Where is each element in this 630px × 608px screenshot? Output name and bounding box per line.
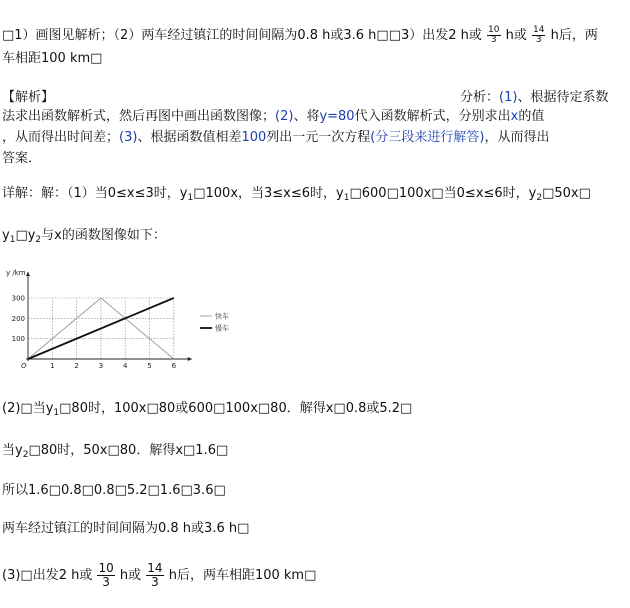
analysis-text: x: [510, 109, 519, 124]
y-axis-label: y /km: [6, 269, 26, 277]
subscript: 1: [9, 235, 16, 245]
analysis-text: 法求出函数解析式，然后再图中画出函数图像；: [2, 109, 276, 124]
subscript: 2: [536, 193, 543, 203]
solution-text: □80时，50x□80．解得x□1.6□: [28, 443, 229, 458]
analysis-text: 、将: [293, 109, 320, 124]
subscript: 1: [343, 193, 350, 203]
analysis-heading: 【解析】: [2, 90, 55, 105]
analysis-text: ，从而得出时间差；: [2, 130, 120, 145]
fraction-10-3: $\frac{10}{3}$: [488, 25, 500, 45]
analysis-line-3: [2, 129, 549, 147]
chart-legend: [200, 312, 229, 333]
fraction-10-3: $\frac{10}{3}$: [98, 561, 114, 589]
analysis-text: (2): [275, 109, 294, 124]
legend-label: 快车: [215, 312, 229, 321]
x-tick-label: 1: [50, 362, 55, 370]
x-tick-label: 5: [147, 362, 152, 370]
answer-line-1: [2, 26, 598, 45]
subscript: 2: [22, 450, 29, 460]
y-tick-label: 100: [11, 335, 25, 344]
answer-text: h或: [505, 28, 527, 43]
solution-text: □50x□: [542, 186, 591, 201]
analysis-text: 代入函数解析式，分别求出: [354, 109, 511, 124]
analysis-text: 100: [241, 130, 267, 145]
x-tick-label: 4: [122, 362, 128, 370]
solution-text: 当y: [2, 443, 23, 458]
analysis-line-2: [2, 108, 544, 126]
analysis-text: 分析：: [460, 90, 500, 105]
legend-label: 慢车: [215, 324, 229, 333]
fraction-14-3: $\frac{14}{3}$: [533, 25, 545, 45]
solution-text: □600□100x□当0≤x≤6时，y: [349, 186, 537, 201]
x-tick-label: 6: [171, 362, 177, 370]
subscript: 1: [53, 408, 60, 418]
analysis-text: 列出一元一次方程: [266, 130, 371, 145]
answer-text: h后，两: [550, 28, 598, 43]
x-tick-label: 3: [98, 362, 104, 370]
solution-text: (2)□当y: [2, 401, 54, 416]
y-tick-label: 300: [11, 294, 25, 303]
answer-line-2: 车相距100 km□: [2, 51, 103, 66]
solution-text: y: [2, 228, 10, 243]
answer-text: □1）画图见解析；（2）两车经过镇江的时间间隔为0.8 h或3.6 h□□3）出发2 h或: [2, 28, 482, 43]
y-tick-label: 200: [11, 314, 25, 323]
analysis-text: 的值: [518, 109, 545, 124]
subscript: 2: [35, 235, 42, 245]
solution-line-3: [2, 400, 412, 422]
x-axis-arrow: [188, 357, 192, 361]
subscript: 1: [187, 193, 194, 203]
solution-line-1: [2, 185, 591, 207]
solution-line-2: [2, 227, 166, 249]
analysis-text: ，从而得出: [484, 130, 550, 145]
chart-axes: [26, 272, 192, 361]
analysis-text: 、根据函数值相差: [137, 130, 242, 145]
solution-text: h或: [119, 568, 142, 583]
analysis-line-4: 答案．: [2, 151, 42, 166]
analysis-text: (3): [119, 130, 138, 145]
chart-labels: [6, 269, 177, 370]
fraction-14-3: $\frac{14}{3}$: [147, 561, 163, 589]
analysis-intro: [460, 89, 608, 107]
solution-text: (3)□出发2 h或: [2, 568, 93, 583]
analysis-text: (1): [499, 90, 518, 105]
solution-line-7: [2, 562, 316, 589]
y-axis-arrow: [26, 272, 30, 276]
solution-line-6: 两车经过镇江的时间间隔为0.8 h或3.6 h□: [2, 521, 250, 536]
origin-label: O: [21, 362, 27, 370]
analysis-text: (分三段来进行解答): [370, 130, 485, 145]
solution-text: □80时，100x□80或600□100x□80．解得x□0.8或5.2□: [59, 401, 413, 416]
function-graph-chart: [0, 262, 250, 382]
solution-text: 详解：解：（1）当0≤x≤3时，y: [2, 186, 188, 201]
solution-line-4: [2, 442, 228, 464]
x-tick-label: 2: [74, 362, 79, 370]
analysis-text: y=80: [319, 109, 355, 124]
solution-text: h后，两车相距100 km□: [168, 568, 317, 583]
solution-line-5: 所以1.6□0.8□0.8□5.2□1.6□3.6□: [2, 483, 226, 498]
solution-text: 与x的函数图像如下：: [41, 228, 166, 243]
analysis-text: 、根据待定系数: [517, 90, 609, 105]
solution-text: □100x，当3≤x≤6时，y: [193, 186, 344, 201]
solution-text: □y: [15, 228, 36, 243]
